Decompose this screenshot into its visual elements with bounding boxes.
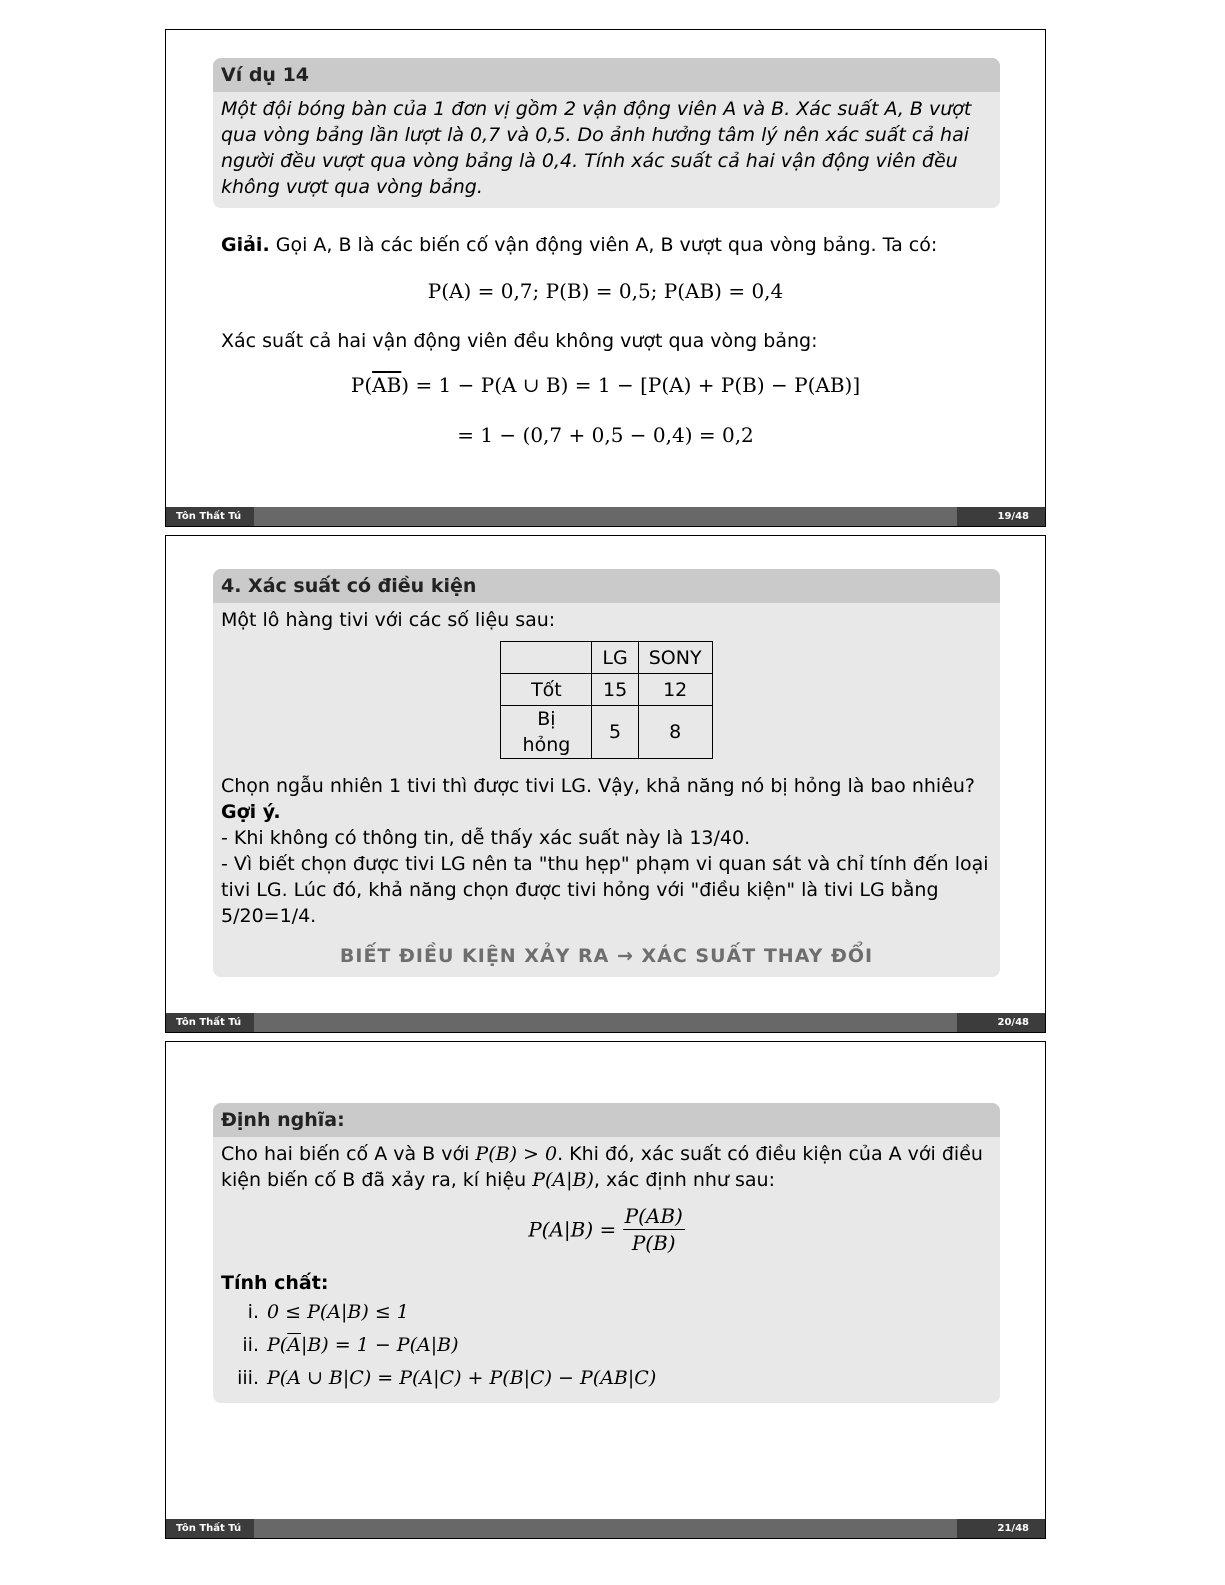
question-text: Chọn ngẫu nhiên 1 tivi thì được tivi LG. Vậy, khả năng nó bị hỏng là bao nhiêu? <box>221 775 976 797</box>
formula-numerator: P(AB) <box>624 1204 683 1228</box>
footer <box>166 1013 1045 1032</box>
slide-19 <box>165 29 1046 527</box>
footer-author: Tôn Thất Tú <box>166 1519 254 1538</box>
property-post: |B) = 1 − P(A|B) <box>300 1334 459 1356</box>
block-title: 4. Xác suất có điều kiện <box>213 569 1000 603</box>
table-header-cell: LG <box>592 642 638 674</box>
footer <box>166 1519 1045 1538</box>
slide-20 <box>165 535 1046 1033</box>
formula-denominator: P(B) <box>631 1231 676 1255</box>
block-title: Định nghĩa: <box>213 1103 1000 1137</box>
definition-part: Cho hai biến cố A và B với <box>221 1143 476 1165</box>
slide-21 <box>165 1041 1046 1539</box>
footer-page-number: 20/48 <box>957 1013 1045 1032</box>
formula-fraction <box>623 1203 685 1256</box>
properties-label: Tính chất: <box>221 1272 329 1294</box>
table-cell: 8 <box>638 706 712 759</box>
footer <box>166 507 1045 526</box>
property-item <box>221 1296 992 1329</box>
example-title: Ví dụ 14 <box>213 58 1000 92</box>
block-body <box>213 1137 1000 1403</box>
table-cell: Bị hỏng <box>501 706 592 759</box>
hint-line-2: - Vì biết chọn được tivi LG nên ta "thu hẹp" phạm vi quan sát và chỉ tính đến loại tivi LG. Lúc đó, khả năng chọn được tivi hỏng với "điều kiện" là tivi LG bằng 5/20=1/4. <box>221 853 989 927</box>
table-header-row <box>501 642 712 674</box>
table-header-cell <box>501 642 592 674</box>
table-row <box>501 706 712 759</box>
table-cell: 15 <box>592 674 638 706</box>
eq-b-bar: $\overline{B}$ <box>386 373 402 397</box>
definition-part: , xác định như sau: <box>593 1169 775 1191</box>
definition-text <box>221 1141 992 1193</box>
table-row <box>501 674 712 706</box>
solution-text: Gọi A, B là các biến cố vận động viên A, B vượt qua vòng bảng. Ta có: <box>275 234 938 256</box>
solution-label: Giải. <box>221 234 270 256</box>
definition-math: P(A|B) <box>532 1169 594 1191</box>
property-item <box>221 1329 992 1362</box>
tv-table <box>500 641 712 759</box>
property-label: iii. <box>237 1367 259 1389</box>
properties-list <box>221 1296 992 1395</box>
definition-math: P(B) > 0 <box>475 1143 558 1165</box>
intro-text: Một lô hàng tivi với các số liệu sau: <box>221 609 556 631</box>
property-text <box>267 1334 459 1356</box>
table-cell: 12 <box>638 674 712 706</box>
conditional-probability-block <box>213 569 1000 977</box>
property-label: i. <box>247 1301 259 1323</box>
property-pre: P( <box>267 1334 288 1356</box>
footer-page-number: 21/48 <box>957 1519 1045 1538</box>
table-header-cell: SONY <box>638 642 712 674</box>
equation-result: = 1 − (0,7 + 0,5 − 0,4) = 0,2 <box>457 423 754 447</box>
highlight-message: BIẾT ĐIỀU KIỆN XẢY RA → XÁC SUẤT THAY ĐỔI <box>339 945 874 967</box>
table-cell: Tốt <box>501 674 592 706</box>
conditional-formula <box>221 1203 992 1256</box>
example-text: Một đội bóng bàn của 1 đơn vị gồm 2 vận động viên A và B. Xác suất A, B vượt qua vòng bảng lần lượt là 0,7 và 0,5. Do ảnh hưởng tâm lý nên xác suất cả hai người đều vượt qua vòng bảng là 0,4. Tính xác suất cả hai vận động viên đều không vượt qua vòng bảng. <box>221 98 972 198</box>
formula-lhs: P(A|B) = <box>528 1217 617 1242</box>
definition-part: . Khi đó, xác suất có điều kiện của A với điều kiện biến cố B đã xảy ra, kí hiệu <box>221 1143 983 1191</box>
table-cell: 5 <box>592 706 638 759</box>
equation-given: P(A) = 0,7; P(B) = 0,5; P(AB) = 0,4 <box>427 279 784 303</box>
footer-author: Tôn Thất Tú <box>166 1013 254 1032</box>
footer-page-number: 19/48 <box>957 507 1045 526</box>
property-label: ii. <box>242 1334 259 1356</box>
property-bar: $\overline{A}$ <box>287 1334 301 1356</box>
example-block <box>213 58 1000 208</box>
property-item <box>221 1362 992 1395</box>
property-text: 0 ≤ P(A|B) ≤ 1 <box>267 1301 409 1323</box>
eq-tail: ) = 1 − P(A ∪ B) = 1 − [P(A) + P(B) − P(AB)] <box>401 373 861 397</box>
eq-a-bar: $\overline{A}$ <box>372 373 387 397</box>
eq-p-open: P( <box>350 373 373 397</box>
footer-author: Tôn Thất Tú <box>166 507 254 526</box>
definition-block <box>213 1103 1000 1403</box>
conclusion-text: Xác suất cả hai vận động viên đều không vượt qua vòng bảng: <box>221 330 818 352</box>
block-body <box>213 603 1000 977</box>
equation-complement <box>166 373 1045 397</box>
solution-paragraph <box>221 232 1000 258</box>
property-text: P(A ∪ B|C) = P(A|C) + P(B|C) − P(AB|C) <box>267 1367 657 1389</box>
hint-label: Gợi ý. <box>221 801 281 823</box>
hint-line-1: - Khi không có thông tin, dễ thấy xác suất này là 13/40. <box>221 827 751 849</box>
